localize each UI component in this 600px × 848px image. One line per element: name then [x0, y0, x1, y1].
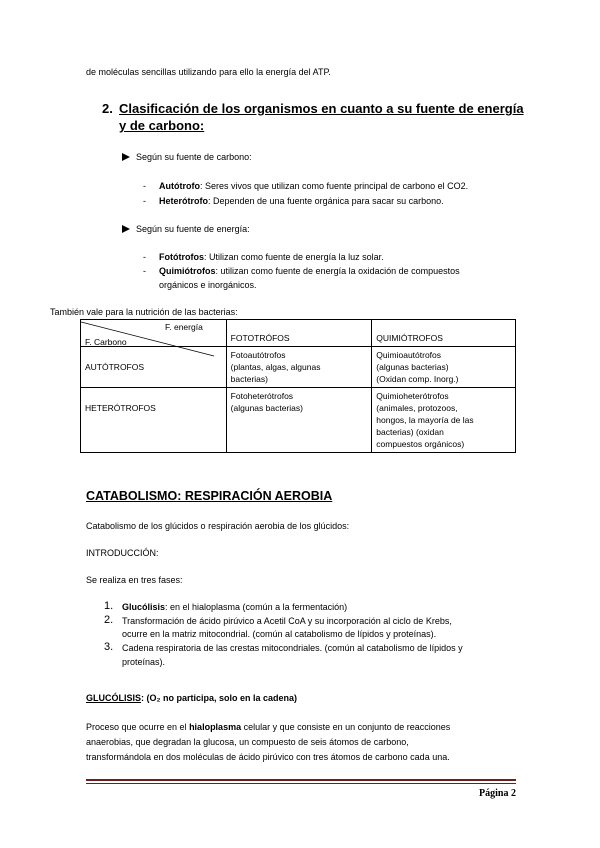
- glucolisis-note: : (O₂ no participa, solo en la cadena): [141, 693, 298, 703]
- cell-line: Fotoautótrofos: [230, 350, 286, 360]
- phase-3-line1: Cadena respiratoria de las crestas mitocondriales. (común al catabolismo de lípidos y: [122, 643, 463, 653]
- glucolisis-para-line3: transformándola en dos moléculas de ácido pirúvico con tres átomos de carbono cada una.: [86, 752, 450, 762]
- catabolism-title: CATABOLISMO: RESPIRACIÓN AEROBIA: [86, 489, 333, 503]
- cell-line: compuestos orgánicos): [376, 439, 465, 449]
- glucolisis-heading: [86, 693, 297, 703]
- glucolisis-para-line1: [86, 722, 516, 732]
- def-autotrofo: : Seres vivos que utilizan como fuente principal de carbono el CO2.: [199, 181, 469, 191]
- phase-1-term: Glucólisis: [122, 602, 166, 612]
- para-text: Proceso que ocurre en el: [86, 722, 190, 732]
- section-number: 2.: [102, 101, 113, 116]
- cell-line: bacterias) (oxidan: [376, 427, 444, 437]
- phase-number-3: 3.: [104, 641, 114, 653]
- cell-line: (algunas bacterias): [230, 403, 303, 413]
- phase-2-line2: ocurre en la matriz mitocondrial. (común al catabolismo de lípidos y proteínas).: [122, 629, 437, 639]
- section-title-line2: y de carbono:: [119, 118, 205, 133]
- para-text: celular y que consiste en un conjunto de reacciones: [241, 722, 451, 732]
- carbon-item-heterotrofo: - Heterótrofo: Dependen de una fuente orgánica para sacar su carbono.: [143, 196, 444, 206]
- triangle-bullet-icon: [122, 225, 130, 233]
- carbon-heading-text: Según su fuente de carbono:: [136, 152, 252, 162]
- col-header-quimiotrofos: QUIMIÓTROFOS: [372, 320, 516, 347]
- phase-1: [122, 602, 347, 612]
- cell-line: bacterias): [230, 374, 268, 384]
- cell-line: (plantas, algas, algunas: [230, 362, 321, 372]
- cell-line: (animales, protozoos,: [376, 403, 458, 413]
- table-header-row: [81, 320, 516, 347]
- corner-top-label: F. energía: [165, 322, 203, 332]
- phase-1-text: : en el hialoplasma (común a la fermentación): [165, 602, 348, 612]
- cell-quimioheterotrofos: [372, 388, 516, 453]
- glucolisis-para-line2: anaerobias, que degradan la glucosa, un compuesto de seis átomos de carbono,: [86, 737, 409, 747]
- def-fototrofos: : Utilizan como fuente de energía la luz solar.: [204, 252, 384, 262]
- continuation-line: de moléculas sencillas utilizando para ello la energía del ATP.: [86, 67, 331, 77]
- row-header-autotrofos: AUTÓTROFOS: [81, 347, 227, 388]
- phase-number-2: 2.: [104, 614, 114, 626]
- footer-rule-thin: [86, 783, 516, 784]
- def-quimiotrofos: : utilizan como fuente de energía la oxidación de compuestos: [215, 266, 460, 276]
- catabolism-subtitle: Catabolismo de los glúcidos o respiración aerobia de los glúcidos:: [86, 521, 350, 531]
- phase-2-line1: Transformación de ácido pirúvico a Acetil CoA y su incorporación al ciclo de Krebs,: [122, 616, 452, 626]
- energy-heading: [122, 224, 250, 234]
- triangle-bullet-icon: [122, 153, 130, 161]
- phase-3-line2: proteínas).: [122, 657, 166, 667]
- term-quimiotrofos: Quimiótrofos: [159, 266, 216, 276]
- section-title-line1: Clasificación de los organismos en cuanto a su fuente de energía: [119, 101, 524, 116]
- phase-number-1: 1.: [104, 600, 114, 612]
- carbon-item-autotrofo: - Autótrofo: Seres vivos que utilizan como fuente principal de carbono el CO2.: [143, 181, 469, 191]
- def-heterotrofo: : Dependen de una fuente orgánica para sacar su carbono.: [208, 196, 444, 206]
- term-fototrofos: Fotótrofos: [159, 252, 204, 262]
- page-number: Página 2: [479, 788, 516, 799]
- cell-line: (algunas bacterias): [376, 362, 449, 372]
- cell-line: hongos, la mayoría de las: [376, 415, 474, 425]
- term-heterotrofo: Heterótrofo: [159, 196, 208, 206]
- cell-line: Fotoheterótrofos: [230, 391, 294, 401]
- corner-bottom-label: F. Carbono: [85, 337, 127, 347]
- cell-line: Quimioheterótrofos: [376, 391, 449, 401]
- para-bold-term: hialoplasma: [189, 722, 242, 732]
- row-header-heterotrofos: HETERÓTROFOS: [81, 388, 227, 453]
- phases-intro: Se realiza en tres fases:: [86, 575, 183, 585]
- energy-item-quimiotrofos: - Quimiótrofos: utilizan como fuente de energía la oxidación de compuestos: [143, 266, 460, 276]
- corner-cell: [81, 320, 227, 347]
- energy-item-fototrofos: - Fotótrofos: Utilizan como fuente de energía la luz solar.: [143, 252, 384, 262]
- cell-line: Quimioautótrofos: [376, 350, 442, 360]
- intro-heading: INTRODUCCIÓN:: [86, 548, 159, 558]
- bacteria-note: También vale para la nutrición de las bacterias:: [50, 307, 238, 317]
- carbon-heading: [122, 152, 252, 162]
- def-quimiotrofos-cont: orgánicos e inorgánicos.: [159, 280, 257, 290]
- footer-rule-thick: [86, 779, 516, 781]
- glucolisis-title: GLUCÓLISIS: [86, 693, 142, 703]
- energy-heading-text: Según su fuente de energía:: [136, 224, 250, 234]
- nutrition-table: [80, 319, 516, 453]
- cell-quimioautotrofos: [372, 347, 516, 388]
- cell-line: (Oxidan comp. Inorg.): [376, 374, 459, 384]
- table-row: [81, 388, 516, 453]
- term-autotrofo: Autótrofo: [159, 181, 200, 191]
- col-header-fototrofos: FOTOTRÓFOS: [226, 320, 372, 347]
- cell-fotoheterotrofos: [226, 388, 372, 453]
- cell-fotoautotrofos: [226, 347, 372, 388]
